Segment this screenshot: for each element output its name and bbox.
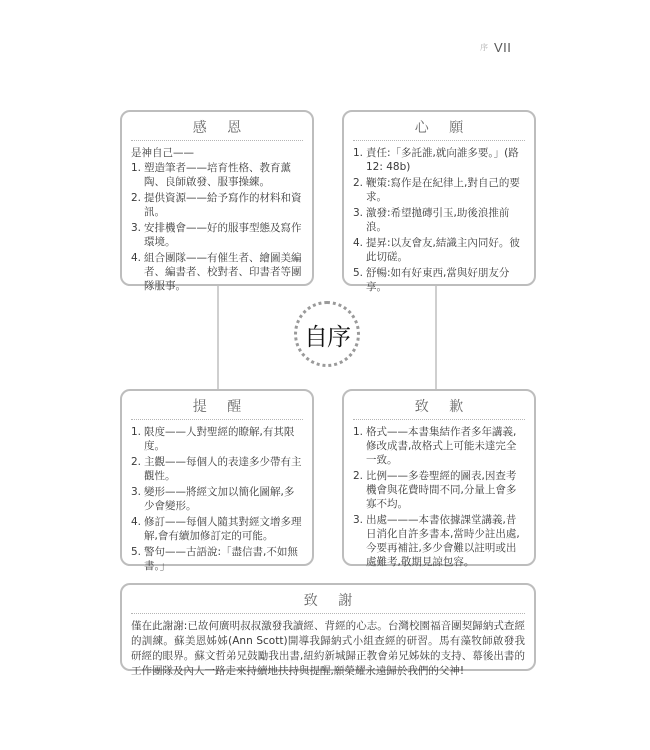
list-item: 5. 警句——古語說:「盡信書,不如無書。」 [131,546,298,572]
gratitude-box [120,110,314,292]
reminder-title: 提 醒 [131,391,303,420]
wish-box [342,110,536,293]
list-item: 3. 安排機會——好的服事型態及寫作環境。 [131,222,302,248]
running-header [480,40,511,55]
list-item: 1. 格式——本書集結作者多年講義,修改成書,故格式上可能未達完全一致。 [353,426,517,466]
page-number: VII [494,40,512,55]
gratitude-intro: 是神自己—— [131,147,194,159]
list-item: 4. 組合團隊——有催生者、繪圖美編者、編書者、校對者、印書者等團隊服事。 [131,252,302,292]
list-item: 5. 舒暢:如有好東西,當與好朋友分享。 [353,267,510,293]
reminder-list [131,425,303,573]
list-item: 1. 塑造筆者——培育性格、教育薰陶、良師啟發、服事操練。 [131,162,291,188]
list-item: 4. 修訂——每個人隨其對經文增多理解,會有續加修訂定的可能。 [131,516,302,542]
list-item: 3. 變形——將經文加以簡化圖解,多少會變形。 [131,486,295,512]
thanks-paragraph: 僅在此謝謝:已故何廣明叔叔激發我讀經、背經的心志。台灣校園福音團契歸納式查經的訓練。蘇美恩姊姊(Ann Scott)開導我歸納式小組查經的研習。馬有藻牧師啟發我研經的眼界。蘇文哲弟兄鼓勵我出書,紐約新城歸正教會弟兄姊妹的支持、幕後出書的工作團隊及內人一路走來持續地扶持與提醒,願榮耀永遠歸於我們的父神! [131,620,525,677]
list-item: 1. 責任:「多託誰,就向誰多要。」(路12: 48b) [353,147,519,173]
list-item: 3. 出處———本書依據課堂講義,昔日消化自許多書本,當時少註出處,今要再補註,多少會難以註明或出處難考,敬期見諒包容。 [353,514,520,568]
thanks-box [120,583,536,677]
list-item: 2. 主觀——每個人的表達多少帶有主觀性。 [131,456,302,482]
wish-title: 心 願 [353,112,525,141]
list-item: 2. 鞭策:寫作是在紀律上,對自己的要求。 [353,177,520,203]
gratitude-title: 感 恩 [131,112,303,141]
apology-list [353,425,525,569]
list-item: 4. 提昇:以友會友,結識主內同好。彼此切磋。 [353,237,520,263]
center-emblem [294,301,360,367]
list-item: 3. 激發:希望拋磚引玉,助後浪推前浪。 [353,207,510,233]
list-item: 2. 提供資源——給予寫作的材料和資訊。 [131,192,302,218]
thanks-title: 致 謝 [131,585,525,614]
apology-title: 致 歉 [353,391,525,420]
preface-title: 自序 [304,322,350,351]
wish-list [353,146,525,294]
list-item: 2. 比例——多卷聖經的圖表,因查考機會與花費時間不同,分量上會多寡不均。 [353,470,517,510]
list-item: 1. 限度——人對聖經的瞭解,有其限度。 [131,426,295,452]
reminder-box [120,389,314,572]
chapter-label: 序 [480,43,488,52]
gratitude-list [131,161,303,293]
apology-box [342,389,536,566]
